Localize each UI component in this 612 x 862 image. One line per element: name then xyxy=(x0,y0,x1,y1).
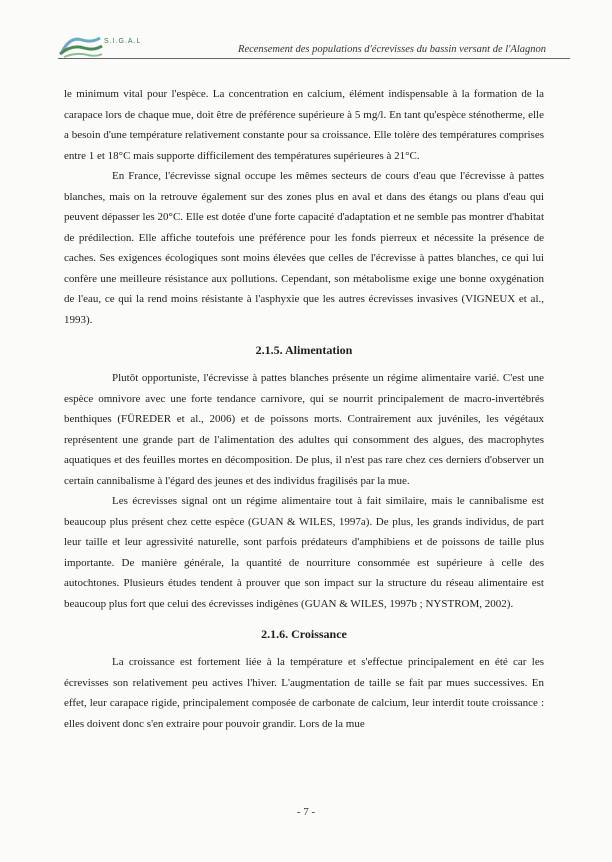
header-title: Recensement des populations d'écrevisses du bassin versant de l'Alagnon xyxy=(238,44,546,55)
paragraph: Les écrevisses signal ont un régime alimentaire tout à fait similaire, mais le cannibalisme est beaucoup plus présent chez cette espèce (GUAN & WILES, 1997a). De plus, les grands individus, de part leur taille et leur agressivité naturelle, sont parfois prédateurs d'amphibiens et de poissons de taille plus importante. De manière générale, la quantité de nourriture consommée est supérieure à celle des autochtones. Plusieurs études tendent à prouver que son impact sur la structure du réseau alimentaire est beaucoup plus fort que celui des écrevisses indigènes (GUAN & WILES, 1997b ; NYSTROM, 2002). xyxy=(64,495,544,610)
page-header xyxy=(40,28,570,62)
page-number: - 7 - xyxy=(296,806,316,818)
document-body xyxy=(64,84,544,734)
section-heading-alimentation: 2.1.5. Alimentation xyxy=(255,343,353,357)
sigal-logo-icon xyxy=(58,30,104,60)
paragraph: En France, l'écrevisse signal occupe les mêmes secteurs de cours d'eau que l'écrevisse à pattes blanches, mais on la retrouve également sur des zones plus en aval et dans des étangs ou plans d'eau qui peuvent dépasser les 20°C. Elle est dotée d'une forte capacité d'adaptation et ne semble pas montrer d'habitat de prédilection. Elle affiche toutefois une préférence pour les fonds pierreux et nécessite la présence de caches. Ses exigences écologiques sont moins élevées que celles de l'écrevisse à pattes blanches, ce qui lui confère une meilleure résistance aux pollutions. Cependant, son métabolisme exige une bonne oxygénation de l'eau, ce qui la rend moins résistante à l'asphyxie que les autres écrevisses invasives (VIGNEUX et al., 1993). xyxy=(64,170,544,326)
paragraph: le minimum vital pour l'espèce. La concentration en calcium, élément indispensable à la formation de la carapace lors de chaque mue, doit être de préférence supérieure à 5 mg/l. En tant qu'espèce sténotherme, elle a besoin d'une température relativement constante pour sa croissance. Elle tolère des températures comprises entre 1 et 18°C mais supporte difficilement des températures supérieures à 21°C. xyxy=(64,88,544,162)
paragraph: La croissance est fortement liée à la température et s'effectue principalement en été car les écrevisses son relativement peu actives l'hiver. L'augmentation de taille se fait par mues successives. En effet, leur carapace rigide, principalement composée de carbonate de calcium, leur interdit toute croissance : elles doivent donc s'en extraire pour pouvoir grandir. Lors de la mue xyxy=(64,656,544,730)
header-divider xyxy=(58,58,570,59)
paragraph: Plutôt opportuniste, l'écrevisse à pattes blanches présente un régime alimentaire varié. C'est une espèce omnivore avec une forte tendance carnivore, qui se nourrit principalement de macro-invertébrés benthiques (FÜREDER et al., 2006) et de poissons morts. Contrairement aux juvéniles, les végétaux représentent une grande part de l'alimentation des adultes qui consomment des algues, des macrophytes aquatiques et des feuilles mortes en décomposition. De plus, il n'est pas rare chez ces derniers d'observer un certain cannibalisme à l'égard des jeunes et des individus fragilisés par la mue. xyxy=(64,372,544,487)
logo-text: S.I.G.A.L xyxy=(104,38,142,45)
section-heading-croissance: 2.1.6. Croissance xyxy=(261,627,347,641)
